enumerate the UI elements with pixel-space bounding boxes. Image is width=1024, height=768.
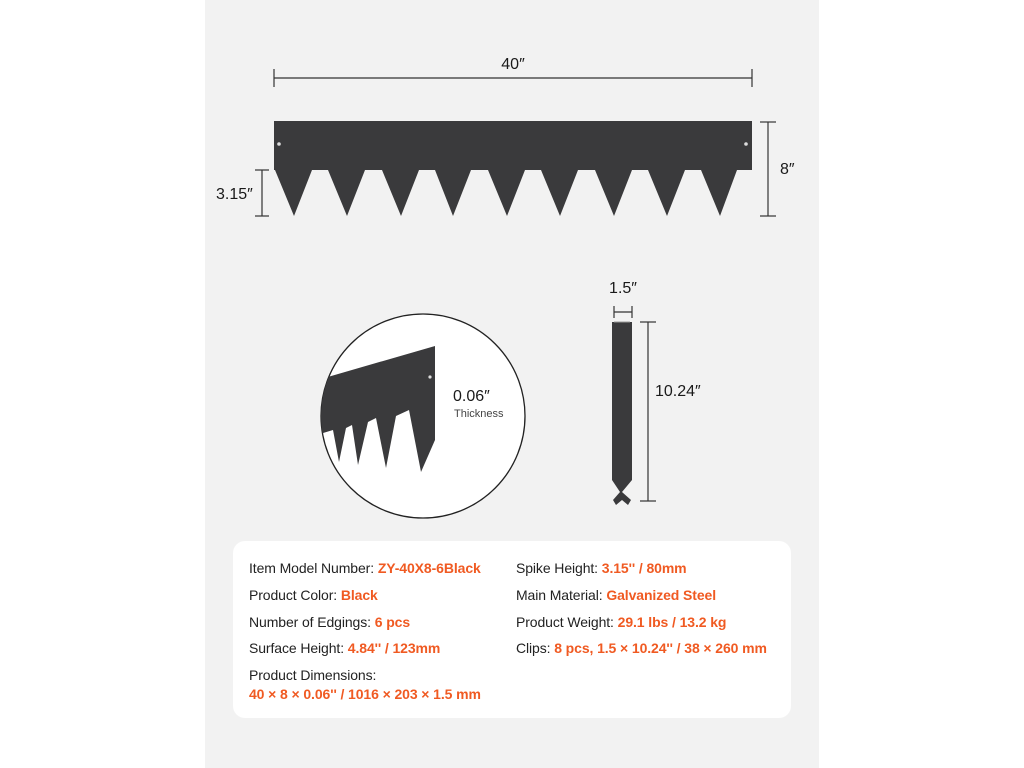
spec-product-dimensions-label: Product Dimensions: — [249, 667, 377, 683]
thickness-detail — [300, 314, 525, 518]
spec-spike-height: Spike Height: 3.15'' / 80mm — [516, 560, 687, 576]
clip-width-label: 1.5″ — [609, 280, 637, 297]
clip-detail — [609, 280, 701, 505]
thickness-label: Thickness — [454, 408, 504, 420]
spec-product-weight: Product Weight: 29.1 lbs / 13.2 kg — [516, 614, 727, 630]
spec-model-number: Item Model Number: ZY-40X8-6Black — [249, 560, 481, 576]
spec-main-material: Main Material: Galvanized Steel — [516, 587, 716, 603]
spec-product-dimensions-value: 40 × 8 × 0.06'' / 1016 × 203 × 1.5 mm — [249, 686, 481, 702]
height-dimension — [760, 122, 795, 216]
length-label: 40″ — [501, 56, 525, 73]
thickness-value: 0.06″ — [453, 388, 490, 405]
clip-height-label: 10.24″ — [655, 383, 701, 400]
spec-number-of-edgings: Number of Edgings: 6 pcs — [249, 614, 411, 630]
spec-surface-height: Surface Height: 4.84'' / 123mm — [249, 640, 441, 656]
edging-strip — [274, 121, 752, 216]
spec-clips: Clips: 8 pcs, 1.5 × 10.24'' / 38 × 260 mm — [516, 640, 767, 656]
length-dimension — [274, 56, 752, 87]
height-label: 8″ — [780, 161, 795, 178]
spike-height-dimension — [216, 170, 269, 216]
spec-product-color: Product Color: Black — [249, 587, 378, 603]
spike-height-label: 3.15″ — [216, 186, 253, 203]
